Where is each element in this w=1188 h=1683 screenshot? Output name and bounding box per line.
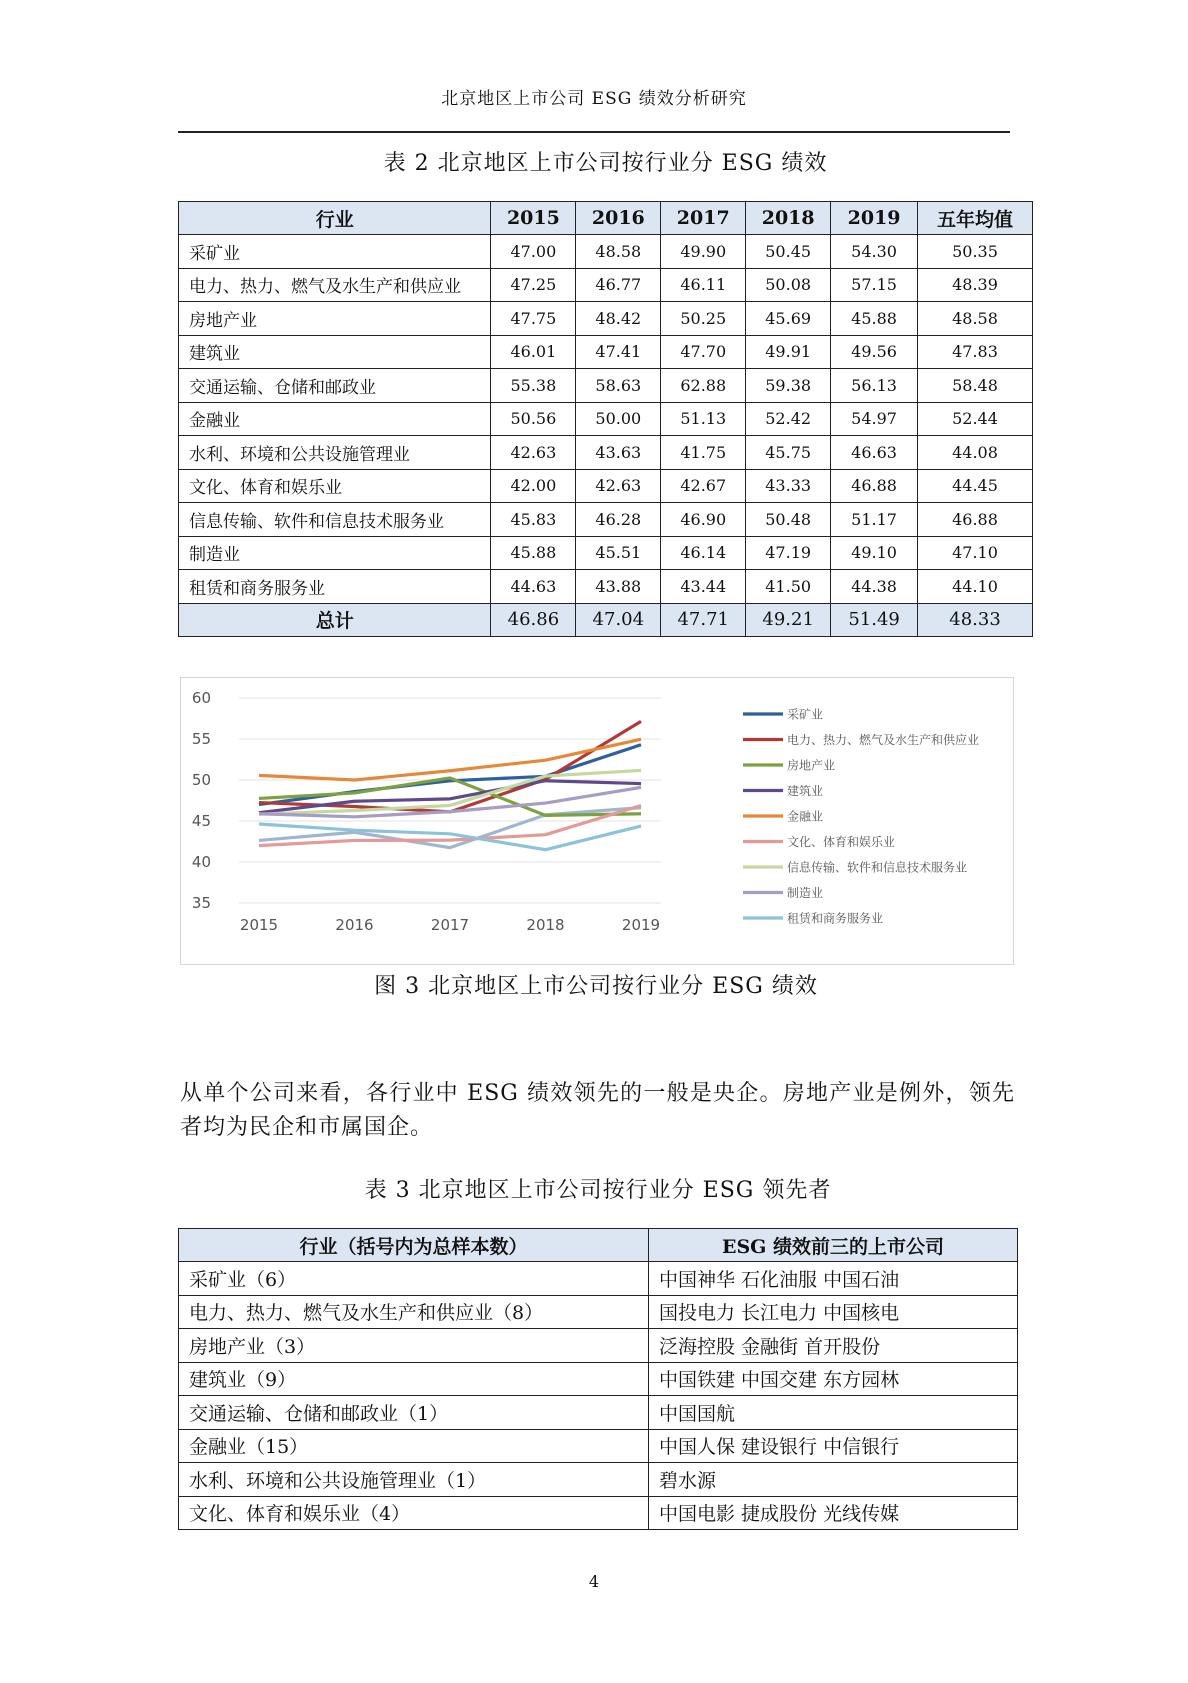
table2-value-cell: 46.90 — [661, 503, 746, 537]
table2-row — [179, 402, 1033, 436]
table2-value-cell: 45.88 — [491, 536, 576, 570]
table2-value-cell: 47.25 — [491, 268, 576, 302]
chart-legend-label: 租赁和商务服务业 — [787, 911, 884, 926]
table2-row — [179, 235, 1033, 269]
table2-total-value: 51.49 — [831, 603, 918, 637]
table2-value-cell: 50.25 — [661, 302, 746, 336]
table2-value-cell: 51.17 — [831, 503, 918, 537]
table3-header-cell: ESG 绩效前三的上市公司 — [649, 1229, 1018, 1262]
table2-total-value: 46.86 — [491, 603, 576, 637]
table2-value-cell: 50.45 — [746, 235, 831, 269]
table2-value-cell: 55.38 — [491, 369, 576, 403]
table3-industry-cell: 交通运输、仓储和邮政业（1） — [179, 1396, 649, 1430]
table2-value-cell: 45.69 — [746, 302, 831, 336]
table2-value-cell: 58.63 — [576, 369, 661, 403]
chart-y-tick-label: 60 — [191, 689, 211, 707]
table2-value-cell: 50.08 — [746, 268, 831, 302]
table3-row — [179, 1463, 1018, 1497]
chart-x-tick-label: 2015 — [239, 916, 279, 934]
table2-row — [179, 436, 1033, 470]
table2-value-cell: 41.75 — [661, 436, 746, 470]
chart-legend-label: 信息传输、软件和信息技术服务业 — [787, 860, 968, 875]
table2-row — [179, 369, 1033, 403]
table2-header-cell: 2016 — [576, 202, 661, 235]
table2-industry-cell: 交通运输、仓储和邮政业 — [179, 369, 491, 403]
chart-y-tick-label: 50 — [191, 771, 211, 789]
table2-header-cell: 五年均值 — [918, 202, 1033, 235]
table2-value-cell: 42.63 — [491, 436, 576, 470]
table2-value-cell: 57.15 — [831, 268, 918, 302]
table2-row — [179, 570, 1033, 604]
table2-value-cell: 50.48 — [746, 503, 831, 537]
table2-industry-cell: 金融业 — [179, 402, 491, 436]
table3-leaders-cell: 泛海控股 金融街 首开股份 — [649, 1329, 1018, 1363]
table2-value-cell: 50.00 — [576, 402, 661, 436]
table3-row — [179, 1362, 1018, 1396]
table2-value-cell: 46.88 — [831, 469, 918, 503]
table2-value-cell: 52.42 — [746, 402, 831, 436]
table2-value-cell: 47.70 — [661, 335, 746, 369]
table3-leaders-cell: 中国神华 石化油服 中国石油 — [649, 1262, 1018, 1296]
line-chart — [180, 677, 1014, 965]
table3-header-cell: 行业（括号内为总样本数） — [179, 1229, 649, 1262]
chart-legend-label: 采矿业 — [787, 707, 824, 722]
table2-value-cell: 54.97 — [831, 402, 918, 436]
table2-value-cell: 49.56 — [831, 335, 918, 369]
table3-industry-cell: 电力、热力、燃气及水生产和供应业（8） — [179, 1295, 649, 1329]
running-header: 北京地区上市公司 ESG 绩效分析研究 — [441, 89, 747, 109]
table2-total-value: 49.21 — [746, 603, 831, 637]
table2-header-cell: 2015 — [491, 202, 576, 235]
table2-row — [179, 335, 1033, 369]
chart-y-tick-label: 35 — [191, 894, 211, 912]
table3-industry-cell: 房地产业（3） — [179, 1329, 649, 1363]
table3-body — [179, 1262, 1018, 1530]
table2-value-cell: 62.88 — [661, 369, 746, 403]
table2-value-cell: 46.28 — [576, 503, 661, 537]
table2-value-cell: 46.63 — [831, 436, 918, 470]
chart-gridlines — [239, 698, 661, 903]
chart-series-lines — [259, 721, 641, 849]
table3-leaders-cell: 中国国航 — [649, 1396, 1018, 1430]
line-chart-svg — [181, 678, 1013, 964]
table2-value-cell: 51.13 — [661, 402, 746, 436]
table2-value-cell: 43.63 — [576, 436, 661, 470]
chart-legend-label: 文化、体育和娱乐业 — [787, 835, 896, 849]
table2-header-cell: 2018 — [746, 202, 831, 235]
table3 — [178, 1228, 1018, 1530]
table2-total-value: 47.04 — [576, 603, 661, 637]
table2-value-cell: 47.75 — [491, 302, 576, 336]
table2-value-cell: 44.08 — [918, 436, 1033, 470]
table2-header-row — [179, 202, 1033, 235]
chart-x-tick-label: 2019 — [621, 916, 661, 934]
table2-industry-cell: 建筑业 — [179, 335, 491, 369]
table2-row — [179, 469, 1033, 503]
table3-industry-cell: 采矿业（6） — [179, 1262, 649, 1296]
table2-value-cell: 43.44 — [661, 570, 746, 604]
table3-caption: 表 3 北京地区上市公司按行业分 ESG 领先者 — [364, 1178, 832, 1203]
table2-value-cell: 50.56 — [491, 402, 576, 436]
table2-value-cell: 56.13 — [831, 369, 918, 403]
table2-value-cell: 54.30 — [831, 235, 918, 269]
table2-value-cell: 47.19 — [746, 536, 831, 570]
table2-value-cell: 44.45 — [918, 469, 1033, 503]
table2-caption: 表 2 北京地区上市公司按行业分 ESG 绩效 — [383, 151, 828, 176]
table2 — [178, 201, 1033, 637]
table2-value-cell: 47.00 — [491, 235, 576, 269]
table2-value-cell: 49.91 — [746, 335, 831, 369]
table3-leaders-cell: 中国铁建 中国交建 东方园林 — [649, 1362, 1018, 1396]
chart-legend-label: 制造业 — [787, 886, 824, 900]
table2-value-cell: 44.38 — [831, 570, 918, 604]
chart-y-tick-label: 45 — [191, 812, 211, 830]
table2-row — [179, 268, 1033, 302]
chart-y-tick-label: 55 — [191, 730, 211, 748]
table2-value-cell: 46.88 — [918, 503, 1033, 537]
table2-total-value: 47.71 — [661, 603, 746, 637]
chart-y-tick-labels — [192, 689, 211, 912]
table2-industry-cell: 信息传输、软件和信息技术服务业 — [179, 503, 491, 537]
table3-leaders-cell: 碧水源 — [649, 1463, 1018, 1497]
table2-value-cell: 47.41 — [576, 335, 661, 369]
body-paragraph: 从单个公司来看，各行业中 ESG 绩效领先的一般是央企。房地产业是例外，领先者均为民企和市属国企。 — [180, 1081, 1015, 1140]
table2-value-cell: 45.83 — [491, 503, 576, 537]
chart-y-tick-label: 40 — [191, 853, 211, 871]
figure3-caption: 图 3 北京地区上市公司按行业分 ESG 绩效 — [374, 974, 818, 999]
table2-industry-cell: 采矿业 — [179, 235, 491, 269]
table2-value-cell: 41.50 — [746, 570, 831, 604]
table2-value-cell: 47.83 — [918, 335, 1033, 369]
table3-row — [179, 1396, 1018, 1430]
table3-industry-cell: 金融业（15） — [179, 1429, 649, 1463]
table2-value-cell: 59.38 — [746, 369, 831, 403]
table2-value-cell: 42.63 — [576, 469, 661, 503]
table2-industry-cell: 房地产业 — [179, 302, 491, 336]
table2-industry-cell: 电力、热力、燃气及水生产和供应业 — [179, 268, 491, 302]
table2-value-cell: 58.48 — [918, 369, 1033, 403]
chart-legend — [743, 708, 979, 926]
table2-industry-cell: 文化、体育和娱乐业 — [179, 469, 491, 503]
table2-value-cell: 48.58 — [576, 235, 661, 269]
table2-header-cell: 2019 — [831, 202, 918, 235]
table2-value-cell: 44.63 — [491, 570, 576, 604]
table3-leaders-cell: 国投电力 长江电力 中国核电 — [649, 1295, 1018, 1329]
table2-value-cell: 52.44 — [918, 402, 1033, 436]
chart-legend-label: 房地产业 — [787, 758, 836, 773]
table2-industry-cell: 租赁和商务服务业 — [179, 570, 491, 604]
table3-row — [179, 1329, 1018, 1363]
header-rule — [178, 131, 1010, 133]
table2-total-row — [179, 603, 1033, 637]
table3-row — [179, 1262, 1018, 1296]
table2-total-label: 总计 — [179, 603, 491, 637]
chart-legend-label: 电力、热力、燃气及水生产和供应业 — [787, 733, 980, 747]
table2-row — [179, 536, 1033, 570]
table2-value-cell: 46.77 — [576, 268, 661, 302]
table2-value-cell: 49.10 — [831, 536, 918, 570]
table3-industry-cell: 文化、体育和娱乐业（4） — [179, 1496, 649, 1530]
table2-header-cell: 行业 — [179, 202, 491, 235]
table2-value-cell: 43.88 — [576, 570, 661, 604]
chart-legend-label: 建筑业 — [787, 784, 824, 798]
chart-x-tick-label: 2016 — [335, 916, 374, 934]
table2-value-cell: 45.51 — [576, 536, 661, 570]
table2-value-cell: 43.33 — [746, 469, 831, 503]
table2-value-cell: 46.11 — [661, 268, 746, 302]
table2-value-cell: 48.58 — [918, 302, 1033, 336]
table2-row — [179, 503, 1033, 537]
table2-body — [179, 235, 1033, 637]
table2-value-cell: 42.00 — [491, 469, 576, 503]
table3-row — [179, 1295, 1018, 1329]
table3-leaders-cell: 中国电影 捷成股份 光线传媒 — [649, 1496, 1018, 1530]
table2-row — [179, 302, 1033, 336]
table3-row — [179, 1429, 1018, 1463]
table2-total-value: 48.33 — [918, 603, 1033, 637]
table2-value-cell: 48.39 — [918, 268, 1033, 302]
table2-value-cell: 49.90 — [661, 235, 746, 269]
table2-value-cell: 50.35 — [918, 235, 1033, 269]
table2-value-cell: 45.88 — [831, 302, 918, 336]
table3-row — [179, 1496, 1018, 1530]
table2-value-cell: 46.01 — [491, 335, 576, 369]
table3-industry-cell: 水利、环境和公共设施管理业（1） — [179, 1463, 649, 1497]
table2-value-cell: 44.10 — [918, 570, 1033, 604]
table2-header-cell: 2017 — [661, 202, 746, 235]
table2-industry-cell: 制造业 — [179, 536, 491, 570]
table3-industry-cell: 建筑业（9） — [179, 1362, 649, 1396]
table2-value-cell: 42.67 — [661, 469, 746, 503]
page-number: 4 — [588, 1572, 600, 1591]
table3-leaders-cell: 中国人保 建设银行 中信银行 — [649, 1429, 1018, 1463]
chart-x-tick-labels — [240, 916, 660, 934]
table2-industry-cell: 水利、环境和公共设施管理业 — [179, 436, 491, 470]
chart-x-tick-label: 2018 — [526, 916, 565, 934]
chart-legend-label: 金融业 — [787, 809, 824, 824]
table2-value-cell: 45.75 — [746, 436, 831, 470]
table3-header-row — [179, 1229, 1018, 1262]
table2-value-cell: 48.42 — [576, 302, 661, 336]
chart-x-tick-label: 2017 — [430, 916, 470, 934]
table2-value-cell: 46.14 — [661, 536, 746, 570]
table2-value-cell: 47.10 — [918, 536, 1033, 570]
